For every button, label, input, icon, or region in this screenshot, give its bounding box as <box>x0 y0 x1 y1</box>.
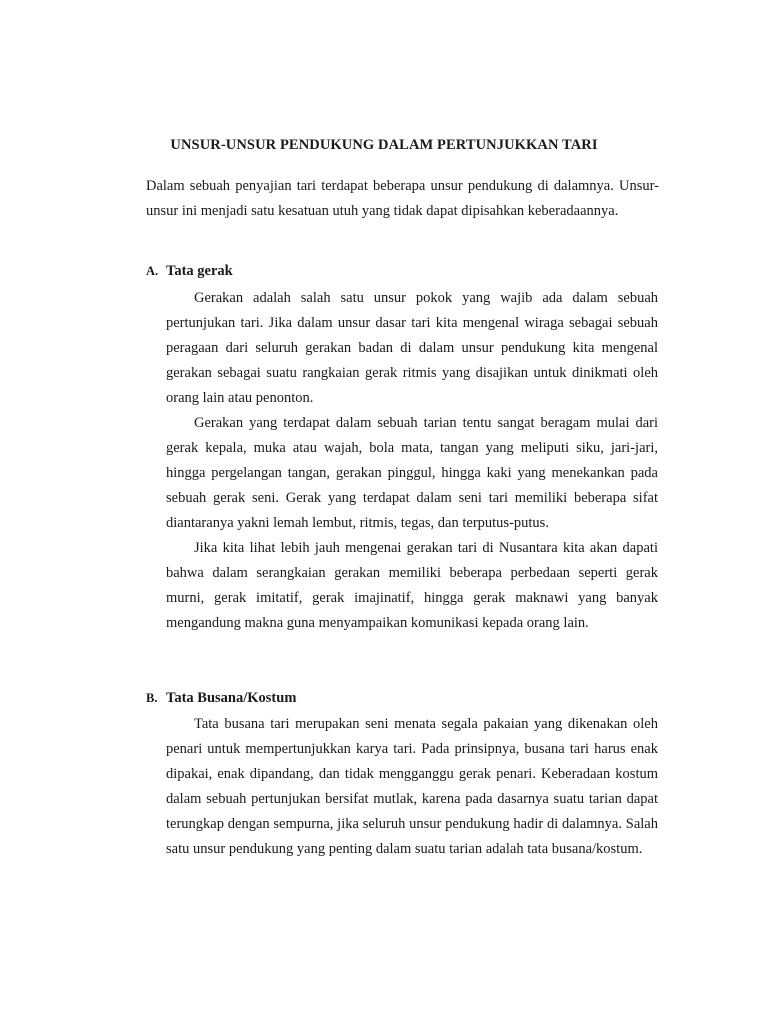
section-b-heading <box>146 690 296 707</box>
section-b-paragraph-1: Tata busana tari merupakan seni menata segala pakaian yang dikenakan oleh penari untuk mempertunjukkan karya tari. Pada prinsipnya, busana tari harus enak dipakai, enak dipandang, dan tidak mengganggu gerak penari. Keberadaan kostum dalam sebuah pertunjukan bersifat mutlak, karena pada dasarnya suatu tarian dapat terungkap dengan sempurna, jika seluruh unsur pendukung hadir di dalamnya. Salah satu unsur pendukung yang penting dalam suatu tarian adalah tata busana/kostum. <box>166 716 658 857</box>
section-b-letter: B. <box>146 691 158 705</box>
section-a-title: Tata gerak <box>166 263 233 279</box>
section-b-title: Tata Busana/Kostum <box>166 690 297 706</box>
section-a-letter: A. <box>146 264 159 278</box>
document-title: UNSUR-UNSUR PENDUKUNG DALAM PERTUNJUKKAN TARI <box>170 137 598 153</box>
section-a-paragraph-2: Gerakan yang terdapat dalam sebuah tarian tentu sangat beragam mulai dari gerak kepala, muka atau wajah, bola mata, tangan yang meliputi siku, jari-jari, hingga pergelangan tangan, gerakan pinggul, hingga kaki yang menekankan pada sebuah gerak seni. Gerak yang terdapat dalam seni tari memiliki beberapa sifat diantaranya yakni lemah lembut, ritmis, tegas, dan terputus-putus. <box>166 415 658 531</box>
intro-paragraph: Dalam sebuah penyajian tari terdapat beberapa unsur pendukung di dalamnya. Unsur-unsur ini menjadi satu kesatuan utuh yang tidak dapat dipisahkan keberadaannya. <box>146 178 659 219</box>
section-a-body <box>166 286 658 636</box>
section-a-heading <box>146 263 233 280</box>
section-a-paragraph-1: Gerakan adalah salah satu unsur pokok yang wajib ada dalam sebuah pertunjukan tari. Jika dalam unsur dasar tari kita mengenal wiraga sebagai sebuah peragaan dari seluruh gerakan badan di dalam unsur pendukung kita mengenal gerakan sebagai suatu rangkaian gerak ritmis yang disajikan untuk dinikmati oleh orang lain atau penonton. <box>166 290 658 406</box>
section-b-body <box>166 712 658 862</box>
section-a-paragraph-3: Jika kita lihat lebih jauh mengenai gerakan tari di Nusantara kita akan dapati bahwa dalam serangkaian gerakan memiliki beberapa perbedaan seperti gerak murni, gerak imitatif, gerak imajinatif, hingga gerak maknawi yang banyak mengandung makna guna menyampaikan komunikasi kepada orang lain. <box>166 540 658 631</box>
